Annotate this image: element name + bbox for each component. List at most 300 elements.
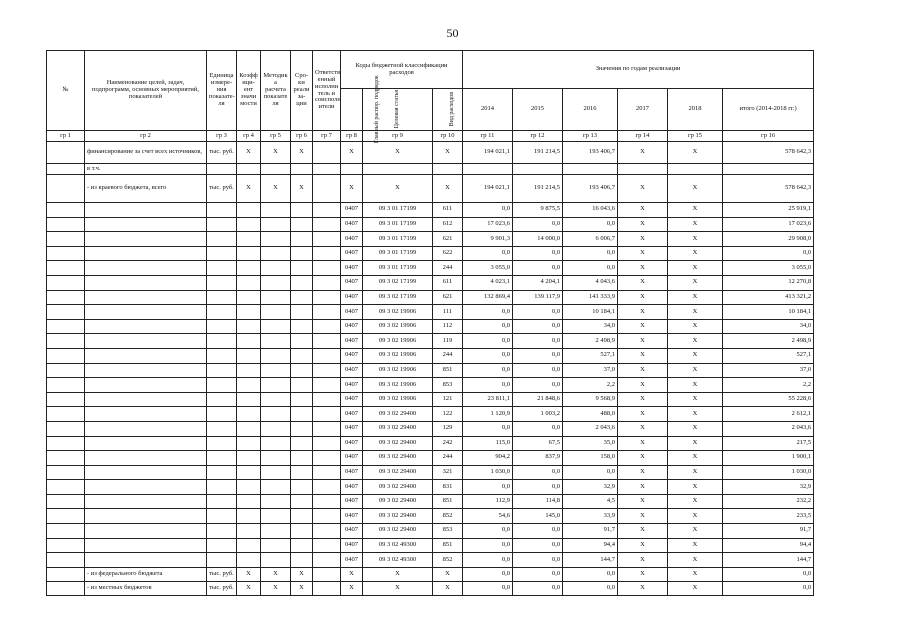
cell [47,319,85,334]
cell [85,217,207,232]
cell [313,538,341,553]
value-2014: 115,0 [463,436,513,451]
cell [261,392,291,407]
cell [237,348,261,363]
local-label: - из местных бюджетов [85,581,207,595]
x-cell: Х [618,567,668,581]
code-type: 244 [433,348,463,363]
cell [261,538,291,553]
cell [313,261,341,276]
code-main: 0407 [341,538,363,553]
cell [237,378,261,393]
code-main: 0407 [341,203,363,218]
column-number: гр 5 [261,131,291,142]
column-number: гр 9 [363,131,433,142]
cell [237,275,261,290]
value-2017: Х [618,407,668,422]
header-num: № [47,51,85,131]
cell [85,553,207,568]
code-target: 09 3 02 29400 [363,480,433,495]
value-2016: 2 043,6 [563,421,618,436]
value-2015: 0,0 [513,334,563,349]
header-code-type [433,89,463,131]
x-cell: Х [668,567,723,581]
code-main: 0407 [341,509,363,524]
column-number: гр 7 [313,131,341,142]
value-2018: Х [668,509,723,524]
row-local-budgets [47,581,814,595]
cell [237,524,261,539]
cell [261,436,291,451]
x-cell: Х [261,142,291,164]
code-target: 09 3 02 29400 [363,436,433,451]
code-target: 09 3 02 19906 [363,319,433,334]
column-number: гр 4 [237,131,261,142]
code-type: 621 [433,290,463,305]
cell [261,232,291,247]
header-codes: Коды бюджетной классификации расходов [341,51,463,89]
x-cell: Х [291,175,313,203]
value-2014: 0,0 [463,203,513,218]
x-cell: Х [291,581,313,595]
cell [237,334,261,349]
value-total: 94,4 [723,538,814,553]
cell [85,232,207,247]
value-2016: 0,0 [563,261,618,276]
code-type: 611 [433,275,463,290]
value-2016: 35,0 [563,436,618,451]
value-2016: 0,0 [563,465,618,480]
cell [207,319,237,334]
code-target: 09 3 02 29400 [363,524,433,539]
value-2014: 0,0 [463,348,513,363]
zero-cell: 0,0 [463,581,513,595]
code-target: 09 3 01 17199 [363,217,433,232]
value-total: 2,2 [723,378,814,393]
table-row [47,407,814,422]
cell [47,436,85,451]
cell [47,378,85,393]
code-type: 622 [433,246,463,261]
table-row [47,319,814,334]
code-target: 09 3 02 19906 [363,392,433,407]
cell [313,392,341,407]
value-2015: 9 875,5 [513,203,563,218]
cell [237,480,261,495]
x-cell: Х [363,581,433,595]
header-code-main-text: Главный распор. подрядок [373,75,380,144]
cell [313,494,341,509]
cell [85,421,207,436]
code-target: 09 3 02 29400 [363,509,433,524]
value-2018: Х [668,421,723,436]
value-2018: Х [668,203,723,218]
cell [207,421,237,436]
value-total: 55 228,6 [723,392,814,407]
value-total: 413 321,2 [723,290,814,305]
column-number: гр 6 [291,131,313,142]
value-2016: 9 568,9 [563,392,618,407]
value-2014: 194 021,1 [463,142,513,164]
cell [313,275,341,290]
cell [207,451,237,466]
cell [85,407,207,422]
value-2014: 0,0 [463,421,513,436]
cell [207,290,237,305]
x-cell: Х [618,175,668,203]
value-2014: 0,0 [463,319,513,334]
zero-cell: 0,0 [563,567,618,581]
cell [237,451,261,466]
code-target: 09 3 02 17199 [363,290,433,305]
table-row [47,451,814,466]
header-year-2015: 2015 [513,89,563,131]
value-2015: 4 204,1 [513,275,563,290]
cell [47,494,85,509]
row-federal-budget [47,567,814,581]
cell [47,334,85,349]
table-row [47,421,814,436]
cell [313,334,341,349]
code-target: 09 3 02 19906 [363,378,433,393]
cell [291,494,313,509]
value-2015: 837,9 [513,451,563,466]
value-2015: 67,5 [513,436,563,451]
zero-cell: 0,0 [563,581,618,595]
code-main: 0407 [341,261,363,276]
value-total: 3 055,0 [723,261,814,276]
value-2017: Х [618,538,668,553]
cell [207,232,237,247]
table-row [47,538,814,553]
cell [85,203,207,218]
code-type: 242 [433,436,463,451]
value-2014: 23 811,1 [463,392,513,407]
unit-cell: тыс. руб. [207,581,237,595]
code-main: 0407 [341,553,363,568]
value-2015: 0,0 [513,421,563,436]
cell [261,261,291,276]
value-2014: 0,0 [463,363,513,378]
value-total: 2 612,1 [723,407,814,422]
cell [261,334,291,349]
cell [261,290,291,305]
cell [291,348,313,363]
cell [261,509,291,524]
x-cell: Х [237,567,261,581]
table-row [47,465,814,480]
cell [85,451,207,466]
cell [47,407,85,422]
row-total-financing [47,142,814,164]
cell [291,290,313,305]
header-year-2016: 2016 [563,89,618,131]
value-2015: 1 003,2 [513,407,563,422]
cell [291,378,313,393]
code-type: 612 [433,217,463,232]
value-total: 0,0 [723,246,814,261]
cell [313,421,341,436]
cell [237,305,261,320]
x-cell: Х [237,175,261,203]
cell [291,421,313,436]
x-cell: Х [237,581,261,595]
header-values: Значения по годам реализации [463,51,814,89]
value-2016: 193 406,7 [563,175,618,203]
cell [237,290,261,305]
value-2014: 0,0 [463,378,513,393]
cell [207,494,237,509]
cell [291,319,313,334]
code-target: 09 3 02 29400 [363,465,433,480]
cell [207,363,237,378]
value-total: 91,7 [723,524,814,539]
value-2016: 4,5 [563,494,618,509]
value-total: 578 642,3 [723,142,814,164]
value-total: 1 900,1 [723,451,814,466]
cell [237,164,261,175]
code-main: 0407 [341,232,363,247]
code-main: 0407 [341,319,363,334]
budget-table [46,50,814,596]
value-total: 2 498,9 [723,334,814,349]
cell [47,261,85,276]
code-type: 122 [433,407,463,422]
table-row [47,203,814,218]
cell [47,203,85,218]
cell [85,363,207,378]
value-2015: 0,0 [513,363,563,378]
code-type: 244 [433,451,463,466]
cell [207,261,237,276]
value-2015: 114,8 [513,494,563,509]
value-total: 17 023,6 [723,217,814,232]
value-2018: Х [668,392,723,407]
cell [47,392,85,407]
code-type: 121 [433,392,463,407]
value-2014: 194 021,1 [463,175,513,203]
table-row [47,305,814,320]
cell [723,164,814,175]
cell [85,436,207,451]
value-2014: 17 023,6 [463,217,513,232]
value-2014: 54,6 [463,509,513,524]
cell [47,553,85,568]
table-row [47,436,814,451]
including-label: в т.ч. [85,164,207,175]
cell [261,407,291,422]
header-term: Сро-ки реали за-ции [291,51,313,131]
x-cell: Х [618,142,668,164]
header-code-type-text: Вид расходов [449,91,456,127]
table-row [47,348,814,363]
table-row [47,232,814,247]
x-cell: Х [618,581,668,595]
cell [291,436,313,451]
value-2015: 0,0 [513,305,563,320]
table-row [47,363,814,378]
cell [207,217,237,232]
value-total: 37,0 [723,363,814,378]
cell [237,494,261,509]
value-2016: 193 406,7 [563,142,618,164]
value-2015: 191 214,5 [513,142,563,164]
code-target: 09 3 02 17199 [363,275,433,290]
table-row [47,392,814,407]
value-2017: Х [618,524,668,539]
cell [47,524,85,539]
table-row [47,553,814,568]
cell [237,217,261,232]
value-2015: 14 000,0 [513,232,563,247]
x-cell: Х [237,142,261,164]
value-2014: 0,0 [463,480,513,495]
cell [207,553,237,568]
cell [85,261,207,276]
header-coef: Коэфф ици-ент значи мости [237,51,261,131]
value-2016: 527,1 [563,348,618,363]
cell [207,392,237,407]
value-2014: 0,0 [463,553,513,568]
cell [261,217,291,232]
cell [291,524,313,539]
code-type: 111 [433,305,463,320]
code-type: 244 [433,261,463,276]
cell [261,524,291,539]
value-2016: 488,0 [563,407,618,422]
cell [313,175,341,203]
x-cell: Х [433,142,463,164]
value-2015: 139 117,9 [513,290,563,305]
cell [207,465,237,480]
cell [47,142,85,164]
value-2014: 0,0 [463,246,513,261]
value-2017: Х [618,378,668,393]
value-2018: Х [668,363,723,378]
cell [207,480,237,495]
cell [47,465,85,480]
cell [207,524,237,539]
cell [563,164,618,175]
value-total: 144,7 [723,553,814,568]
value-2015: 0,0 [513,261,563,276]
cell [85,465,207,480]
x-cell: Х [261,175,291,203]
zero-cell: 0,0 [513,581,563,595]
value-2015: 0,0 [513,217,563,232]
cell [313,465,341,480]
code-main: 0407 [341,378,363,393]
code-main: 0407 [341,290,363,305]
code-main: 0407 [341,494,363,509]
cell [237,407,261,422]
cell [291,465,313,480]
cell [47,581,85,595]
value-2017: Х [618,421,668,436]
value-2018: Х [668,217,723,232]
cell [85,480,207,495]
cell [291,217,313,232]
cell [47,509,85,524]
value-2015: 0,0 [513,553,563,568]
column-number: гр 14 [618,131,668,142]
value-2018: Х [668,261,723,276]
value-2018: Х [668,290,723,305]
column-number: гр 1 [47,131,85,142]
code-target: 09 3 01 17199 [363,203,433,218]
value-total: 527,1 [723,348,814,363]
code-target: 09 3 02 19906 [363,348,433,363]
value-2017: Х [618,480,668,495]
column-number: гр 3 [207,131,237,142]
cell [237,436,261,451]
row-regional-budget [47,175,814,203]
x-cell: Х [291,567,313,581]
column-number: гр 16 [723,131,814,142]
table-row [47,378,814,393]
table-row [47,480,814,495]
value-2014: 904,2 [463,451,513,466]
value-2016: 141 333,9 [563,290,618,305]
cell [291,164,313,175]
cell [261,451,291,466]
federal-label: - из федерального бюджета [85,567,207,581]
value-2016: 0,0 [563,246,618,261]
cell [237,538,261,553]
value-total: 232,2 [723,494,814,509]
code-target: 09 3 02 29400 [363,451,433,466]
value-2018: Х [668,246,723,261]
value-2017: Х [618,348,668,363]
cell [47,290,85,305]
cell [47,164,85,175]
cell [47,451,85,466]
code-target: 09 3 02 29400 [363,407,433,422]
cell [85,305,207,320]
table-row [47,334,814,349]
value-2017: Х [618,275,668,290]
code-main: 0407 [341,436,363,451]
cell [261,465,291,480]
code-main: 0407 [341,451,363,466]
regional-label: - из краевого бюджета, всего [85,175,207,203]
value-2018: Х [668,524,723,539]
cell [85,246,207,261]
code-target: 09 3 02 49300 [363,553,433,568]
column-number: гр 11 [463,131,513,142]
code-type: 112 [433,319,463,334]
value-2016: 158,0 [563,451,618,466]
cell [261,319,291,334]
value-2017: Х [618,494,668,509]
value-2015: 0,0 [513,524,563,539]
cell [313,509,341,524]
code-type: 851 [433,538,463,553]
cell [313,232,341,247]
code-main: 0407 [341,392,363,407]
cell [47,567,85,581]
value-2016: 16 043,6 [563,203,618,218]
cell [261,305,291,320]
value-2018: Х [668,553,723,568]
cell [85,538,207,553]
value-2016: 34,0 [563,319,618,334]
cell [291,334,313,349]
x-cell: Х [668,142,723,164]
cell [47,348,85,363]
code-type: 853 [433,524,463,539]
code-main: 0407 [341,246,363,261]
